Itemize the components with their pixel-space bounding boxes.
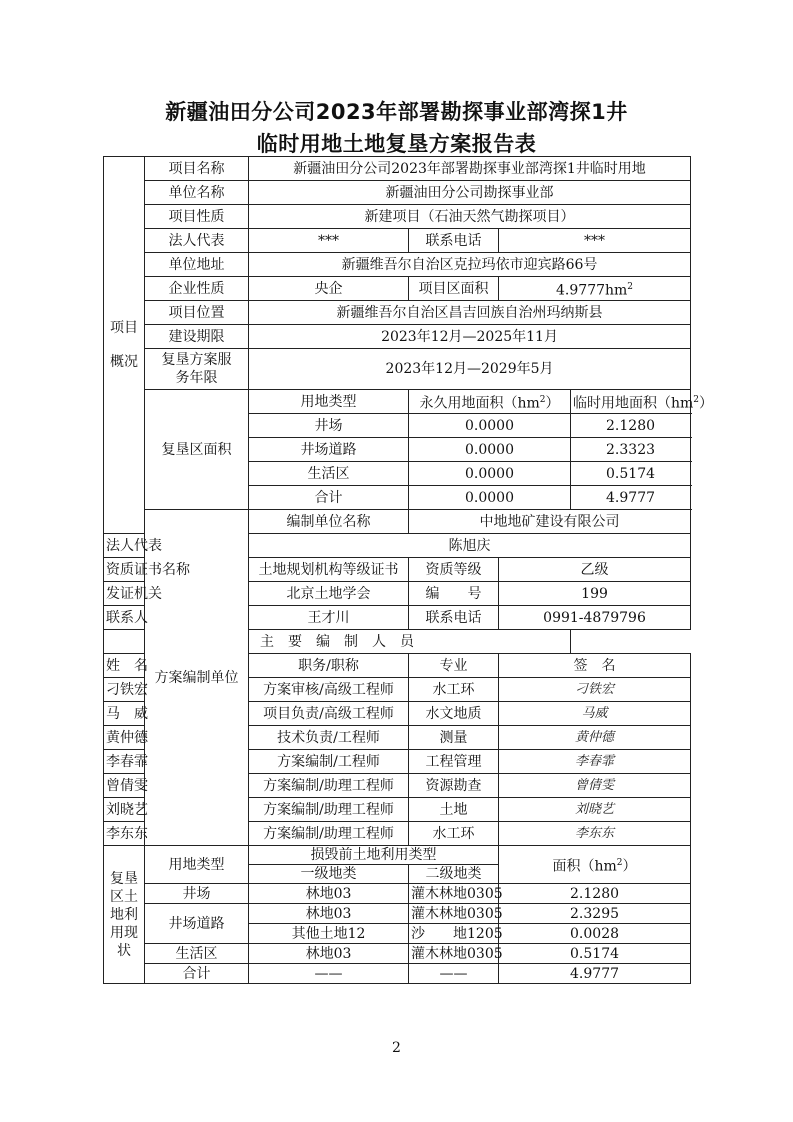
- area-temp: 4.9777: [571, 486, 691, 510]
- lu-header-area: 面积$(hm^2)$: [499, 846, 691, 884]
- staff-major: 水工环: [409, 822, 499, 846]
- legal-rep-2: 陈旭庆: [249, 534, 691, 558]
- staff-major: 资源勘查: [409, 774, 499, 798]
- staff-title-cell: 方案编制/助理工程师: [249, 822, 409, 846]
- page-number: 2: [392, 1040, 401, 1056]
- staff-header: 专业: [409, 654, 499, 678]
- row-label: 编 号: [409, 582, 499, 606]
- lu-header-l2: 二级地类: [409, 865, 499, 884]
- signature: 曾倩雯: [499, 774, 691, 798]
- lu-header-type: 用地类型: [145, 846, 249, 884]
- staff-major: 水文地质: [409, 702, 499, 726]
- row-label: 编制单位名称: [249, 510, 409, 534]
- lu-header-l1: 一级地类: [249, 865, 409, 884]
- row-label: 项目性质: [145, 205, 249, 229]
- staff-name: 刘晓艺: [104, 798, 145, 822]
- staff-major: 土地: [409, 798, 499, 822]
- lu-area: 4.9777: [499, 964, 691, 984]
- section-project-overview-label: 项目概况: [104, 157, 145, 534]
- contact-person: 王才川: [249, 606, 409, 630]
- area-type: 合计: [249, 486, 409, 510]
- project-location: 新疆维吾尔自治区昌吉回族自治州玛纳斯县: [249, 301, 691, 325]
- lu-type: 井场: [145, 884, 249, 904]
- lu-type: 合计: [145, 964, 249, 984]
- doc-title-line2: 临时用地土地复垦方案报告表: [256, 132, 537, 156]
- staff-major: 水工环: [409, 678, 499, 702]
- lu-l1: 其他土地12: [249, 924, 409, 944]
- row-label: 联系电话: [409, 606, 499, 630]
- area-perm: 0.0000: [409, 438, 571, 462]
- staff-name: 刁铁宏: [104, 678, 145, 702]
- staff-title-cell: 技术负责/工程师: [249, 726, 409, 750]
- area-temp: 0.5174: [571, 462, 691, 486]
- section-land-use-label: 复垦区土地利用现状: [104, 846, 145, 984]
- row-label: 法人代表: [145, 229, 249, 253]
- staff-title-cell: 方案编制/助理工程师: [249, 798, 409, 822]
- lu-l1: ——: [249, 964, 409, 984]
- contact-phone: ***: [499, 229, 691, 253]
- lu-area: 0.0028: [499, 924, 691, 944]
- lu-l1: 林地03: [249, 884, 409, 904]
- staff-name: 马 威: [104, 702, 145, 726]
- staff-major: 测量: [409, 726, 499, 750]
- project-area: $4.9777hm^2$: [499, 277, 691, 301]
- staff-major: 工程管理: [409, 750, 499, 774]
- lu-l2: ——: [409, 964, 499, 984]
- unit-name: 新疆油田分公司勘探事业部: [249, 181, 691, 205]
- staff-name: 曾倩雯: [104, 774, 145, 798]
- row-label: 复垦方案服务年限: [145, 349, 249, 390]
- signature: 李春霏: [499, 750, 691, 774]
- reclaim-area-label: 复垦区面积: [145, 390, 249, 510]
- signature: 刁铁宏: [499, 678, 691, 702]
- cert-name: 土地规划机构等级证书: [249, 558, 409, 582]
- row-label: 单位名称: [145, 181, 249, 205]
- area-temp: 2.3323: [571, 438, 691, 462]
- staff-name: 黄仲德: [104, 726, 145, 750]
- cert-grade: 乙级: [499, 558, 691, 582]
- area-perm: 0.0000: [409, 462, 571, 486]
- row-label: 项目名称: [145, 157, 249, 181]
- row-label: 法人代表: [104, 534, 145, 558]
- cert-number: 199: [499, 582, 691, 606]
- legal-rep: ***: [249, 229, 409, 253]
- report-table: [103, 156, 714, 984]
- row-label: 项目区面积: [409, 277, 499, 301]
- area-header-type: 用地类型: [249, 390, 409, 414]
- staff-header: 签 名: [499, 654, 691, 678]
- contact-tel: 0991-4879796: [499, 606, 691, 630]
- signature: 黄仲德: [499, 726, 691, 750]
- lu-type: 生活区: [145, 944, 249, 964]
- project-name: 新疆油田分公司2023年部署勘探事业部湾探1井临时用地: [249, 157, 691, 181]
- row-label: 项目位置: [145, 301, 249, 325]
- lu-type: 井场道路: [145, 904, 249, 944]
- row-label: 发证机关: [104, 582, 145, 606]
- signature: 李东东: [499, 822, 691, 846]
- lu-l1: 林地03: [249, 904, 409, 924]
- area-temp: 2.1280: [571, 414, 691, 438]
- row-label: 建设期限: [145, 325, 249, 349]
- area-perm: 0.0000: [409, 414, 571, 438]
- lu-l2: 灌木林地0305: [409, 944, 499, 964]
- row-label: 联系电话: [409, 229, 499, 253]
- staff-title-cell: 方案编制/工程师: [249, 750, 409, 774]
- doc-title-line1: 新疆油田分公司2023年部署勘探事业部湾探1井: [165, 100, 628, 124]
- area-header-perm: 永久用地面积$(hm^2)$: [409, 390, 571, 414]
- staff-title: 主 要 编 制 人 员: [104, 630, 571, 654]
- staff-title-cell: 方案审核/高级工程师: [249, 678, 409, 702]
- construction-period: 2023年12月—2025年11月: [249, 325, 691, 349]
- lu-area: 2.1280: [499, 884, 691, 904]
- area-type: 井场: [249, 414, 409, 438]
- lu-l2: 灌木林地0305: [409, 884, 499, 904]
- lu-l2: 灌木林地0305: [409, 904, 499, 924]
- staff-name: 李春霏: [104, 750, 145, 774]
- area-type: 井场道路: [249, 438, 409, 462]
- service-years: 2023年12月—2029年5月: [249, 349, 691, 390]
- row-label: 资质等级: [409, 558, 499, 582]
- staff-title-cell: 项目负责/高级工程师: [249, 702, 409, 726]
- staff-title-cell: 方案编制/助理工程师: [249, 774, 409, 798]
- lu-area: 0.5174: [499, 944, 691, 964]
- row-label: 企业性质: [145, 277, 249, 301]
- row-label: 资质证书名称: [104, 558, 145, 582]
- staff-name: 李东东: [104, 822, 145, 846]
- lu-l2: 沙 地1205: [409, 924, 499, 944]
- row-label: 联系人: [104, 606, 145, 630]
- enterprise-nature: 央企: [249, 277, 409, 301]
- lu-header-pre: 损毁前土地利用类型: [249, 846, 499, 865]
- row-label: 单位地址: [145, 253, 249, 277]
- signature: 马威: [499, 702, 691, 726]
- org-name: 中地地矿建设有限公司: [409, 510, 691, 534]
- staff-header: 姓 名: [104, 654, 145, 678]
- section-plan-unit-label: 方案编制单位: [145, 510, 249, 846]
- staff-header: 职务/职称: [249, 654, 409, 678]
- signature: 刘晓艺: [499, 798, 691, 822]
- unit-address: 新疆维吾尔自治区克拉玛依市迎宾路66号: [249, 253, 691, 277]
- lu-area: 2.3295: [499, 904, 691, 924]
- project-nature: 新建项目（石油天然气勘探项目）: [249, 205, 691, 229]
- area-perm: 0.0000: [409, 486, 571, 510]
- area-type: 生活区: [249, 462, 409, 486]
- lu-l1: 林地03: [249, 944, 409, 964]
- issuer: 北京土地学会: [249, 582, 409, 606]
- area-header-temp: 临时用地面积$(hm^2)$: [571, 390, 691, 414]
